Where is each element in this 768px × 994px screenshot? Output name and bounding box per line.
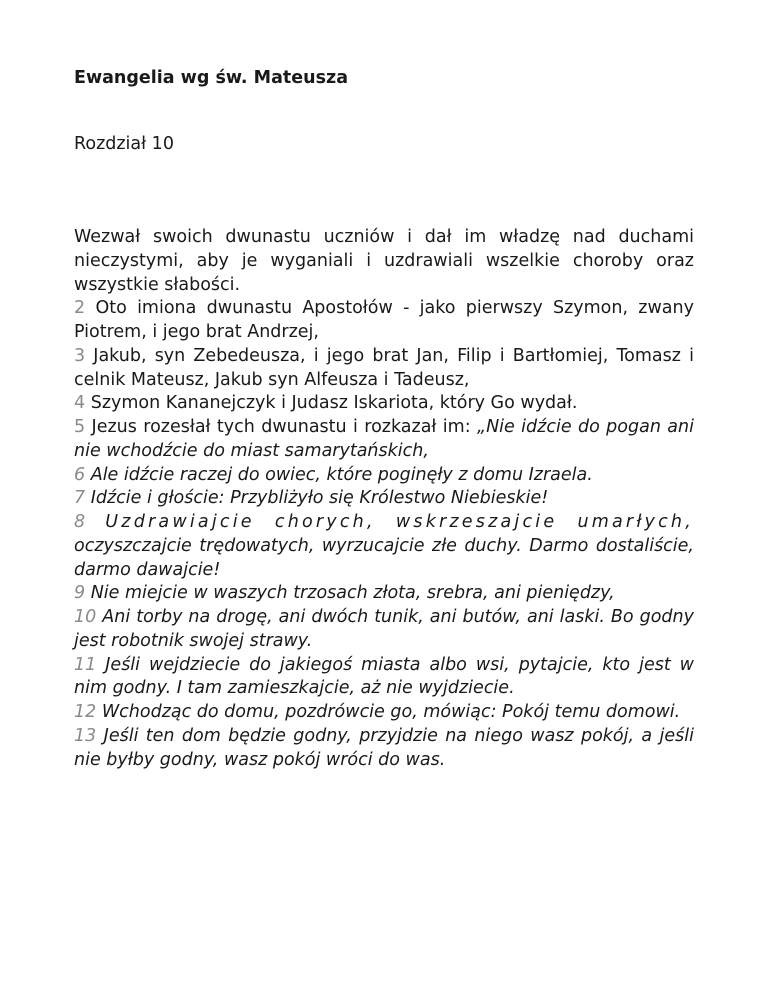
verse-8 (74, 511, 694, 582)
verse-number: 2 (74, 298, 86, 319)
verse-text-italic: Jeśli wejdziecie do jakiegoś miasta albo wsi, pytajcie, kto jest w nim godny. I tam zamieszkajcie, aż nie wyjdziecie. (74, 654, 694, 699)
verse-number: 8 (74, 512, 89, 532)
verse-text: Wezwał swoich dwunastu uczniów i dał im władzę nad duchami nieczystymi, aby je wyganiali i uzdrawiali wszelkie choroby oraz wszystkie słabości. (74, 227, 694, 295)
verse-number: 9 (74, 583, 86, 604)
verse-text: Szymon Kananejczyk i Judasz Iskariota, który Go wydał. (90, 393, 578, 414)
chapter-heading: Rozdział 10 (74, 134, 174, 154)
verse-number: 10 (74, 607, 97, 627)
verse-number: 11 (74, 654, 97, 675)
document-title: Ewangelia wg św. Mateusza (74, 68, 349, 88)
verse-text-italic: Ani torby na drogę, ani dwóch tunik, ani butów, ani laski. Bo godny jest robotnik swojej strawy. (74, 607, 694, 651)
verse-7 (74, 487, 694, 511)
verse-12 (74, 701, 694, 725)
verse-text: Oto imiona dwunastu Apostołów - jako pierwszy Szymon, zwany Piotrem, i jego brat Andrzej, (74, 298, 694, 342)
verse-number: 5 (74, 417, 86, 437)
verse-number: 13 (74, 725, 97, 746)
verse-5 (74, 416, 694, 464)
verse-11 (74, 654, 694, 702)
verse-1 (74, 226, 694, 297)
verse-13 (74, 725, 694, 773)
verse-number: 6 (74, 464, 86, 485)
verse-text-italic: Nie miejcie w waszych trzosach złota, srebra, ani pieniędzy, (90, 583, 615, 604)
verse-text-italic: oczyszczajcie trędowatych, wyrzucajcie złe duchy. Darmo dostaliście, darmo dawajcie! (74, 535, 694, 580)
verse-number: 7 (74, 488, 86, 509)
verse-6 (74, 464, 694, 488)
verse-text-italic: Jeśli ten dom będzie godny, przyjdzie na niego wasz pokój, a jeśli nie byłby godny, wasz pokój wróci do was. (74, 725, 694, 770)
verse-3 (74, 345, 694, 393)
verse-number: 12 (74, 702, 97, 722)
verse-text-italic: Idźcie i głoście: Przybliżyło się Królestwo Niebieskie! (90, 488, 549, 509)
verse-number: 4 (74, 393, 86, 414)
verse-text-italic: Ale idźcie raczej do owiec, które poginęły z domu Izraela. (90, 464, 593, 485)
verse-text-italic: „Nie idźcie do pogan ani nie wchodźcie do miast samarytańskich, (74, 417, 694, 461)
verse-4 (74, 392, 694, 416)
verse-text: Jakub, syn Zebedeusza, i jego brat Jan, Filip i Bartłomiej, Tomasz i celnik Mateusz, Jakub syn Alfeusza i Tadeusz, (74, 345, 694, 390)
verse-text-italic: Wchodząc do domu, pozdrówcie go, mówiąc: Pokój temu domowi. (101, 702, 681, 722)
chapter-text (74, 226, 694, 772)
verse-text: Jezus rozesłał tych dwunastu i rozkazał im: (91, 417, 477, 437)
verse-number: 3 (74, 345, 86, 366)
verse-10 (74, 606, 694, 654)
verse-text-italic-spaced: Uzdrawiajcie chorych, wskrzeszajcie umarłych, (105, 512, 694, 532)
verse-2 (74, 297, 694, 345)
verse-9 (74, 582, 694, 606)
